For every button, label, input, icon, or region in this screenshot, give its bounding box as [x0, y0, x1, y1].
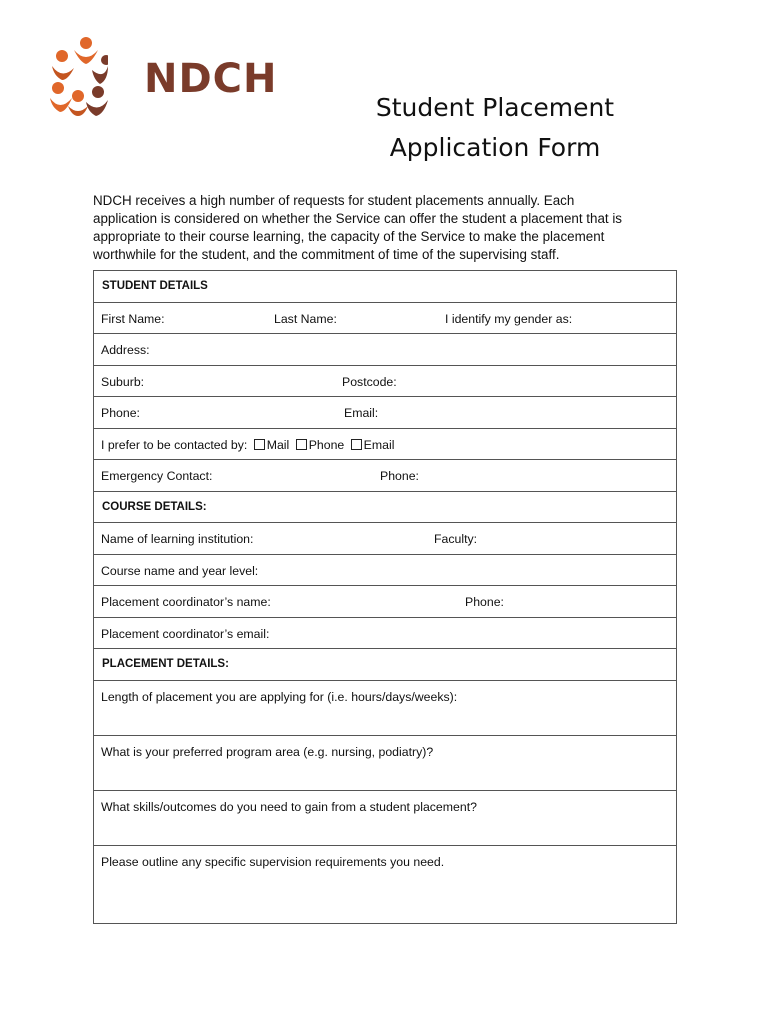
- email-option-label: Email: [363, 437, 395, 452]
- people-circle-icon: [48, 36, 108, 116]
- form-title: [340, 88, 650, 168]
- placement-details-heading-row: [94, 649, 676, 681]
- supervision-requirements-label: Please outline any specific supervision requirements you need.: [101, 854, 445, 869]
- address-label: Address:: [101, 343, 150, 357]
- institution-row[interactable]: [94, 523, 676, 555]
- suburb-label: Suburb:: [101, 374, 145, 389]
- address-row[interactable]: [94, 334, 676, 366]
- intro-line-2: application is considered on whether the Service can offer the student a placement that is: [93, 211, 623, 226]
- contact-preference-label: I prefer to be contacted by:: [101, 437, 248, 452]
- emergency-phone-label: Phone:: [380, 469, 419, 483]
- phone-checkbox[interactable]: [296, 439, 307, 450]
- emergency-contact-row[interactable]: [94, 460, 676, 492]
- supervision-requirements-row[interactable]: [94, 846, 676, 925]
- email-checkbox[interactable]: [351, 439, 362, 450]
- application-form-table: [93, 270, 677, 924]
- placement-details-heading: PLACEMENT DETAILS:: [102, 658, 229, 670]
- course-name-row[interactable]: [94, 555, 676, 587]
- course-details-heading-row: [94, 492, 676, 524]
- name-row[interactable]: [94, 303, 676, 335]
- program-area-label: What is your preferred program area (e.g. nursing, podiatry)?: [101, 744, 434, 759]
- institution-label: Name of learning institution:: [101, 532, 254, 546]
- course-details-heading: COURSE DETAILS:: [102, 500, 207, 513]
- ndch-logo: [48, 36, 288, 116]
- coordinator-email-label: Placement coordinator’s email:: [101, 626, 270, 641]
- coordinator-phone-label: Phone:: [465, 595, 504, 609]
- course-name-label: Course name and year level:: [101, 563, 259, 578]
- contact-preference-group: [101, 438, 394, 452]
- suburb-row[interactable]: [94, 366, 676, 398]
- placement-length-label: Length of placement you are applying for (i.e. hours/days/weeks):: [101, 689, 458, 704]
- phone-label: Phone:: [101, 406, 140, 420]
- emergency-contact-label: Emergency Contact:: [101, 469, 213, 483]
- skills-outcomes-label: What skills/outcomes do you need to gain from a student placement?: [101, 799, 477, 814]
- first-name-label: First Name:: [101, 311, 165, 326]
- contact-preference-row: [94, 429, 676, 461]
- faculty-label: Faculty:: [434, 532, 478, 546]
- phone-email-row[interactable]: [94, 397, 676, 429]
- brand-name: NDCH: [144, 56, 278, 102]
- skills-outcomes-row[interactable]: [94, 791, 676, 846]
- last-name-label: Last Name:: [274, 311, 337, 326]
- title-line-2: Application Form: [389, 133, 601, 162]
- student-details-heading-row: [94, 271, 676, 303]
- intro-line-4: worthwhile for the student, and the commitment of time of the supervising staff.: [93, 247, 560, 262]
- intro-paragraph: [93, 192, 683, 264]
- intro-line-1: NDCH receives a high number of requests for student placements annually. Each: [93, 193, 575, 208]
- coordinator-email-row[interactable]: [94, 618, 676, 650]
- phone-option-label: Phone: [308, 437, 345, 452]
- mail-checkbox[interactable]: [254, 439, 265, 450]
- title-line-1: Student Placement: [375, 93, 615, 122]
- placement-length-row[interactable]: [94, 681, 676, 736]
- coordinator-name-label: Placement coordinator’s name:: [101, 595, 271, 609]
- postcode-label: Postcode:: [342, 374, 397, 389]
- coordinator-name-row[interactable]: [94, 586, 676, 618]
- email-label: Email:: [344, 406, 379, 420]
- intro-line-3: appropriate to their course learning, the capacity of the Service to make the placement: [93, 229, 605, 244]
- program-area-row[interactable]: [94, 736, 676, 791]
- mail-option-label: Mail: [266, 437, 290, 452]
- gender-label: I identify my gender as:: [445, 311, 573, 326]
- student-details-heading: STUDENT DETAILS: [102, 280, 208, 292]
